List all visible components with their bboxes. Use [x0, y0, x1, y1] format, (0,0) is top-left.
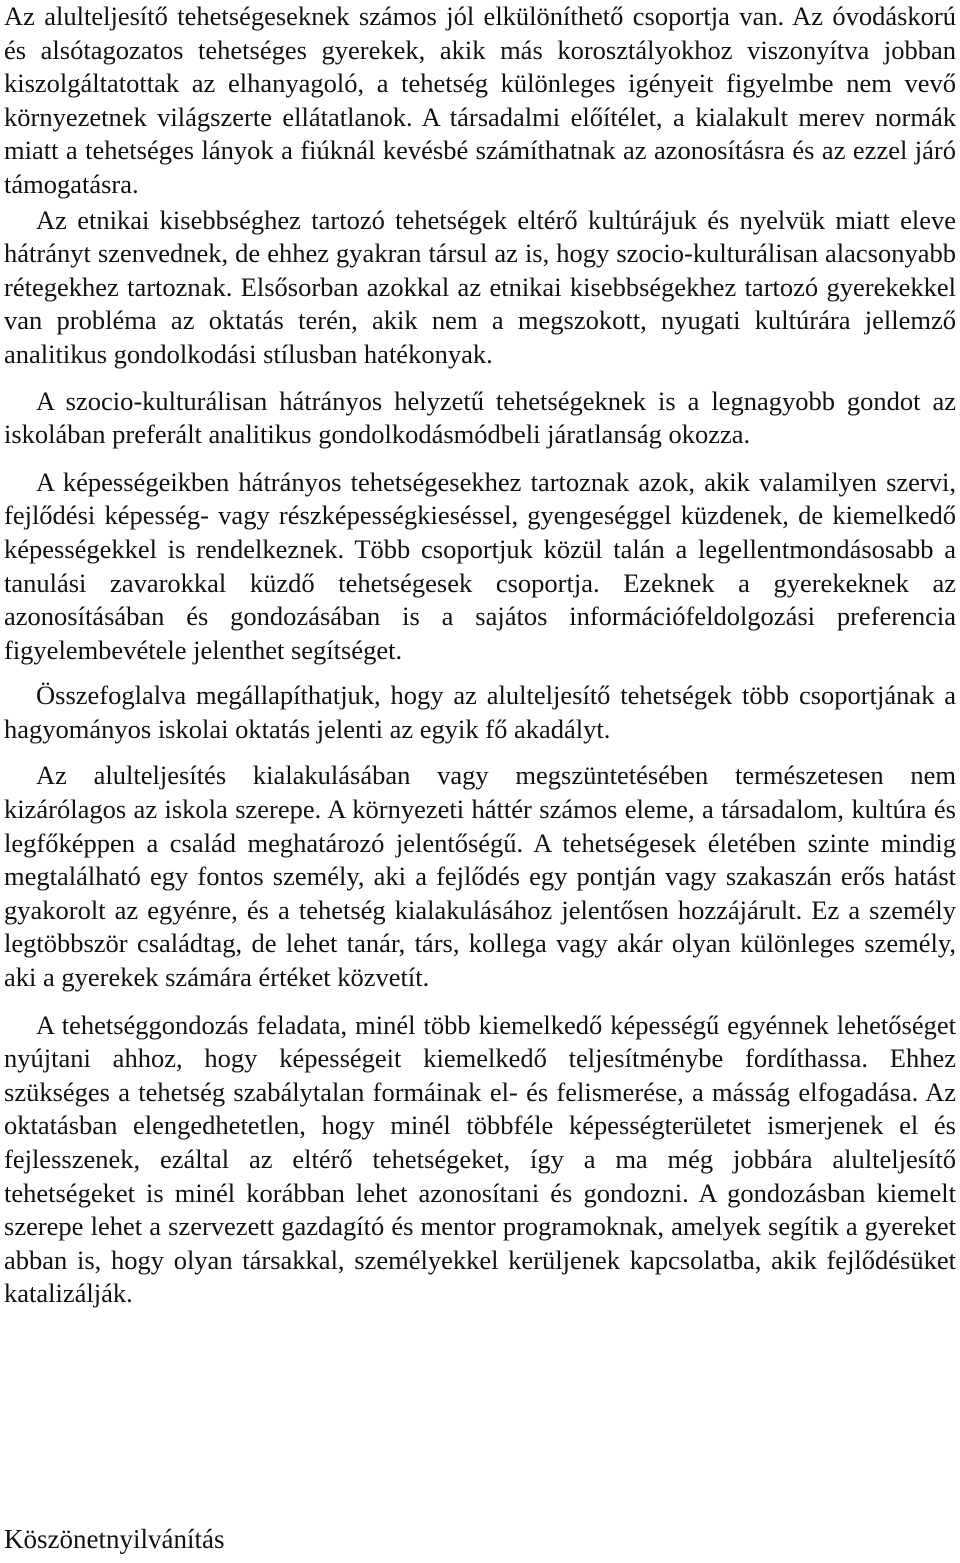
paragraph-socio-cultural: A szocio-kulturálisan hátrányos helyzetű tehetségeknek is a legnagyobb gondot az iskolában preferált analitikus gondolkodásmódbeli járatlanság okozza. [4, 385, 956, 450]
section-heading-acknowledgements: Köszönetnyilvánítás [4, 1524, 225, 1554]
document-body [4, 0, 956, 1311]
paragraph-summary: Összefoglalva megállapíthatjuk, hogy az alulteljesítő tehetségek több csoportjának a hagyományos iskolai oktatás jelenti az egyik fő akadályt. [4, 680, 956, 744]
paragraph-disabilities: A képességeikben hátrányos tehetségesekhez tartoznak azok, akik valamilyen szervi, fejlődési képesség- vagy részképességkieséssel, gyengeséggel küzdenek, de kiemelkedő képességekkel is rendelkeznek. Több csoportjuk közül talán a legellentmondásosabb a tanulási zavarokkal küzdő tehetségesek csoportja. Ezeknek a gyerekeknek az azonosításában és gondozásában is a sajátos információfeldolgozási preferencia figyelembevétele jelenthet segítséget. [4, 466, 956, 665]
paragraph-environment: Az alulteljesítés kialakulásában vagy megszüntetésében természetesen nem kizárólagos az iskola szerepe. A környezeti háttér számos eleme, a társadalom, kultúra és legfőképpen a család meghatározó jelentőségű. A tehetségesek életében szinte mindig megtalálható egy fontos személy, aki a fejlődés egy pontján vagy szakaszán erős hatást gyakorolt az egyénre, és a tehetség kialakulásához jelentősen hozzájárult. Ez a személy legtöbbször családtag, de lehet tanár, társ, kollega vagy akár olyan különleges személy, aki a gyerekek számára értéket közvetít. [4, 760, 956, 993]
paragraph-talent-care: A tehetséggondozás feladata, minél több kiemelkedő képességű egyénnek lehetőséget nyújtani ahhoz, hogy képességeit kiemelkedő teljesítménybe fordíthassa. Ehhez szükséges a tehetség szabálytalan formáinak el- és felismerése, a másság elfogadása. Az oktatásban elengedhetetlen, hogy minél többféle képességterületet ismerjenek el és fejlesszenek, ezáltal az eltérő tehetségeket, így a ma még jobbára alulteljesítő tehetségeket is minél korábban lehet azonosítani és gondozni. A gondozásban kiemelt szerepe lehet a szervezett gazdagító és mentor programoknak, amelyek segítik a gyereket abban is, hogy olyan társakkal, személyekkel kerüljenek kapcsolatba, akik fejlődésüket katalizálják. [4, 1009, 956, 1309]
paragraph-ethnic-minorities: Az etnikai kisebbséghez tartozó tehetségek eltérő kultúrájuk és nyelvük miatt eleve hátrányt szenvednek, de ehhez gyakran társul az is, hogy szocio-kulturálisan alacsonyabb rétegekhez tartoznak. Elsősorban azokkal az etnikai kisebbségekhez tartozó gyerekekkel van probléma az oktatás terén, akik nem a megszokott, nyugati kultúrára jellemző analitikus gondolkodási stílusban hatékonyak. [4, 204, 956, 369]
paragraph-underachiever-groups: Az alulteljesítő tehetségeseknek számos jól elkülöníthető csoportja van. Az óvodáskorú és alsótagozatos tehetséges gyerekek, akik más korosztályokhoz viszonyítva jobban kiszolgáltatottak az elhanyagoló, a tehetség különleges igényeit figyelmbe nem vevő környezetnek világszerte ellátatlanok. A társadalmi előítélet, a kialakult merev normák miatt a tehetséges lányok a fiúknál kevésbé számíthatnak az azonosításra és az ezzel járó támogatásra. [4, 1, 956, 199]
